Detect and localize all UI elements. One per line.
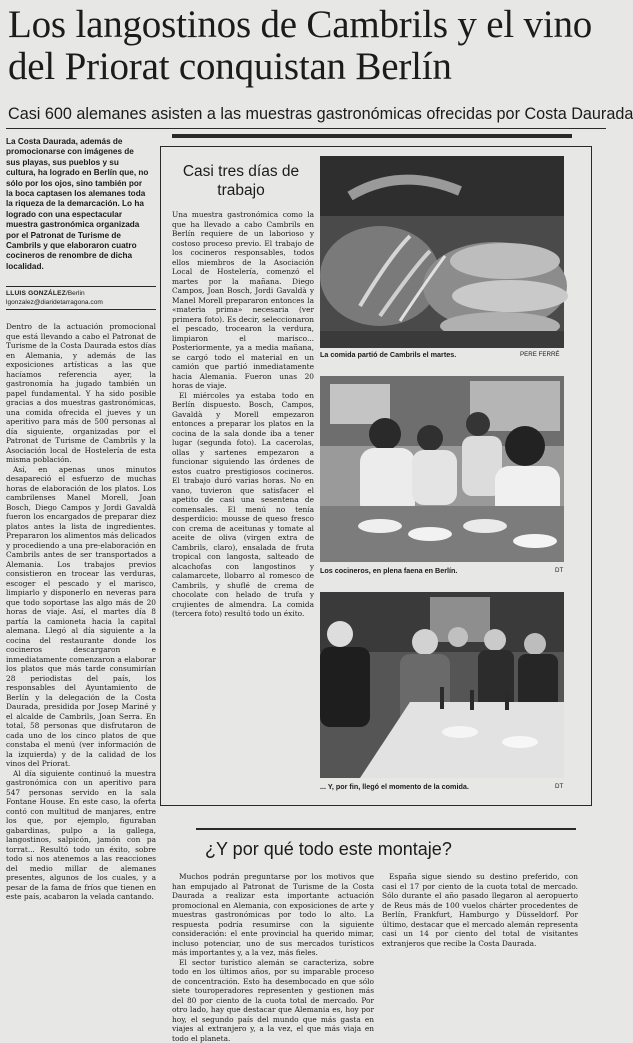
section-paragraph: España sigue siendo su destino preferido, con casi el 17 por ciento de la cuota total de mercado. Sólo durante el año pasado llegaron al aeropuerto de Reus más de 100 vuelos chárter procedentes de Berlín, Frankfurt, Hamburgo y Düsseldorf. Por último, destacar que el mercado alemán representa casi un 14 por ciento del total de visitantes extranjeros que recibe la Costa Daurada.	[382, 872, 578, 948]
section-title: ¿Y por qué todo este montaje?	[205, 838, 525, 860]
section-column	[172, 872, 374, 1030]
photo-credit: DT	[555, 782, 563, 791]
sidebar-paragraph: Una muestra gastronómica como la que ha llevado a cabo Cambrils en Berlín requiere de un laborioso y costoso proceso previo. El trabajo de los cocineros responsables, todos ellos miembros de la Asociación Local de Hostelería, comenzó el martes por la mañana. Diego Campos, Joan Bosch, Jordi Gavaldà y Manel Morell prepararon entonces la «materia prima» necesaria (ver primera foto). Es decir, seleccionaron el pescado, trocearon la verdura, limpiaron el marisco... Posteriormente, ya a media mañana, se cargó todo el material en un camión que partió inmediatamente hacia Alemania. Fueron unas 20 horas de viaje.	[172, 210, 314, 391]
sidebar-text	[172, 210, 314, 800]
section-column	[382, 872, 578, 1030]
sidebar-top-bar	[172, 134, 572, 138]
photo-caption: Los cocineros, en plena faena en Berlín.	[320, 566, 564, 575]
main-article-text	[6, 322, 156, 1028]
byline-divider	[6, 286, 156, 287]
section-paragraph: El sector turístico alemán se caracteriza, sobre todo en los últimos años, por su imparable proceso de concentración. Esto ha desembocado en que sólo siete touroperadores representen y gestionen más del 80 por ciento de la cuota total de mercado. Por otro lado, hay que destacar que Alemania es, hoy por hoy, el segundo país del mundo que más gasta en viajes al extranjero y, a la vez, el que más viaja en todo el planeta.	[172, 958, 374, 1043]
byline-divider-bottom	[6, 309, 156, 310]
sidebar-title: Casi tres días de trabajo	[172, 162, 310, 200]
photo-seafood	[320, 156, 564, 348]
article-paragraph: Así, en apenas unos minutos desapareció el esfuerzo de muchas horas de elaboración de los platos. Los cambrilenses Manel Morell, Joan Bosch, Diego Campos y Jordi Gavaldà fueron los encargados de preparar diez platos antes la lista de ingredientes. Prepararon los alimentos más delicados y procediendo a una pre-elaboración en Cambrils antes de ser transportados a Alemania. Los trabajos previos consistieron en trocear las verduras, escoger el pescado y el marisco, limpiarlo y disponerlo en neveras para que todo soportase las algo más de 20 horas de viaje. Así, el martes día 8 partía la camioneta hacia la capital alemana. Llegó al día siguiente a la cocina del restaurante donde los cocineros descargaron e inmediatamente comenzaron a elaborar los platos que más tarde consumirían 28 periodistas del país, los responsables del Ayuntamiento de Berlín y la delegación de la Costa Daurada, presidida por Josep Mariné y el alcalde de Cambrils, Joan Serra. En total, 58 personas que disfrutaron de cada uno de los cinco platos de que constaba el menú (ver información de la izquierda) y de la calidad de los vinos del Priorat.	[6, 465, 156, 769]
sidebar-paragraph: El miércoles ya estaba todo en Berlín dispuesto. Bosch, Campos, Gavaldà y Morell empezaron entonces a preparar los platos en la cocina de la sala donde iba a tener lugar (segunda foto). La cacerolas, ollas y sartenes empezaron a funcionar siguiendo las órdenes de estos cuatro prestigiosos cocineros. El trabajo duró varias horas. No en vano, tuvieron que satisfacer el apetito de casi una sesentena de comensales. El menú no tenía desperdicio: mousse de queso fresco con crema de aceitunas y tomate al aceite de oliva (virgen extra de Cambrils, claro), ensalada de fruta tropical con langosta, salteado de alcachofas con langostinos y calamarcete, llobarro al romesco de Cambrils, y shuflé de crema de chocolate con helado de trufa y crujientes de almendra. La comida (tercera foto) resultó todo un éxito.	[172, 391, 314, 619]
photo-credit: DT	[555, 566, 563, 575]
photo-caption: La comida partió de Cambrils el martes.	[320, 350, 564, 359]
intro-lead: La Costa Daurada, además de promocionarse con imágenes de sus playas, sus pueblos y su cultura, ha logrado en Berlín que, no sólo por los ojos, sino también por la boca captasen los alemanes toda la riqueza de la demarcación. Lo ha logrado con una espectacular muestra gastronómica organizada por el Patronat de Turisme de Cambrils y que elaboraron cuatro cocineros de renombre de dicha localidad.	[6, 137, 150, 272]
headline: Los langostinos de Cambrils y el vino del Priorat conquistan Berlín	[8, 4, 608, 88]
photo-cooks	[320, 376, 564, 562]
section-paragraph: Muchos podrán preguntarse por los motivos que han empujado al Patronat de Turisme de la Costa Daurada a realizar esta importante actuación promocional en Alemania, con exposiciones de arte y muestras gastronómicas por todo lo alto. La respuesta podría resumirse con la siguiente consideración: el ente provincial ha querido mimar, incluso potenciar, uno de sus mercados turísticos más importantes y, a la vez, más fieles.	[172, 872, 374, 958]
article-paragraph: Dentro de la actuación promocional que está llevando a cabo el Patronat de Turisme de la Costa Daurada estos días en Alemania, y además de las exposiciones artísticas a las que hacíamos referencia ayer, la gastronomía ha jugado también un papel fundamental. Y ha sido posible gracias a dos muestras gastronómicas, una comida ofrecida el jueves y un aperitivo para más de 500 personas al día siguiente, organizadas por el Patronat de Turisme de Cambrils y la Asociación local de Hostelería de esta misma población.	[6, 322, 156, 465]
article-paragraph: Al día siguiente continuó la muestra gastronómica con un aperitivo para 547 personas servido en la sala Fontane House. En este caso, la oferta contó con multitud de manjares, entre los que, por ejemplo, figuraban gabardinas, pulpo a la gallega, langostinos, salpicón, jamón con pa torrat... Resultó todo un éxito, sobre todo si nos atenemos a las reacciones del medio millar de alemanes presentes, algunos de los cuales, y a pesar de la fama de fríos que tienen en este país, acabaron la velada cantando.	[6, 769, 156, 902]
subheadline: Casi 600 alemanes asisten a las muestras gastronómicas ofrecidas por Costa Daurada	[8, 104, 608, 124]
byline-city: /Berlin	[66, 290, 85, 297]
section-divider	[196, 828, 576, 830]
photo-caption: ... Y, por fin, llegó el momento de la comida.	[320, 782, 564, 791]
byline	[6, 289, 156, 307]
photo-credit: PERE FERRÉ	[520, 350, 560, 359]
photo-dinner	[320, 592, 564, 778]
byline-author: LLUIS GONZÁLEZ	[6, 290, 66, 297]
byline-email: lgonzalez@diaridetarragona.com	[6, 299, 103, 306]
subhead-divider	[6, 128, 606, 129]
